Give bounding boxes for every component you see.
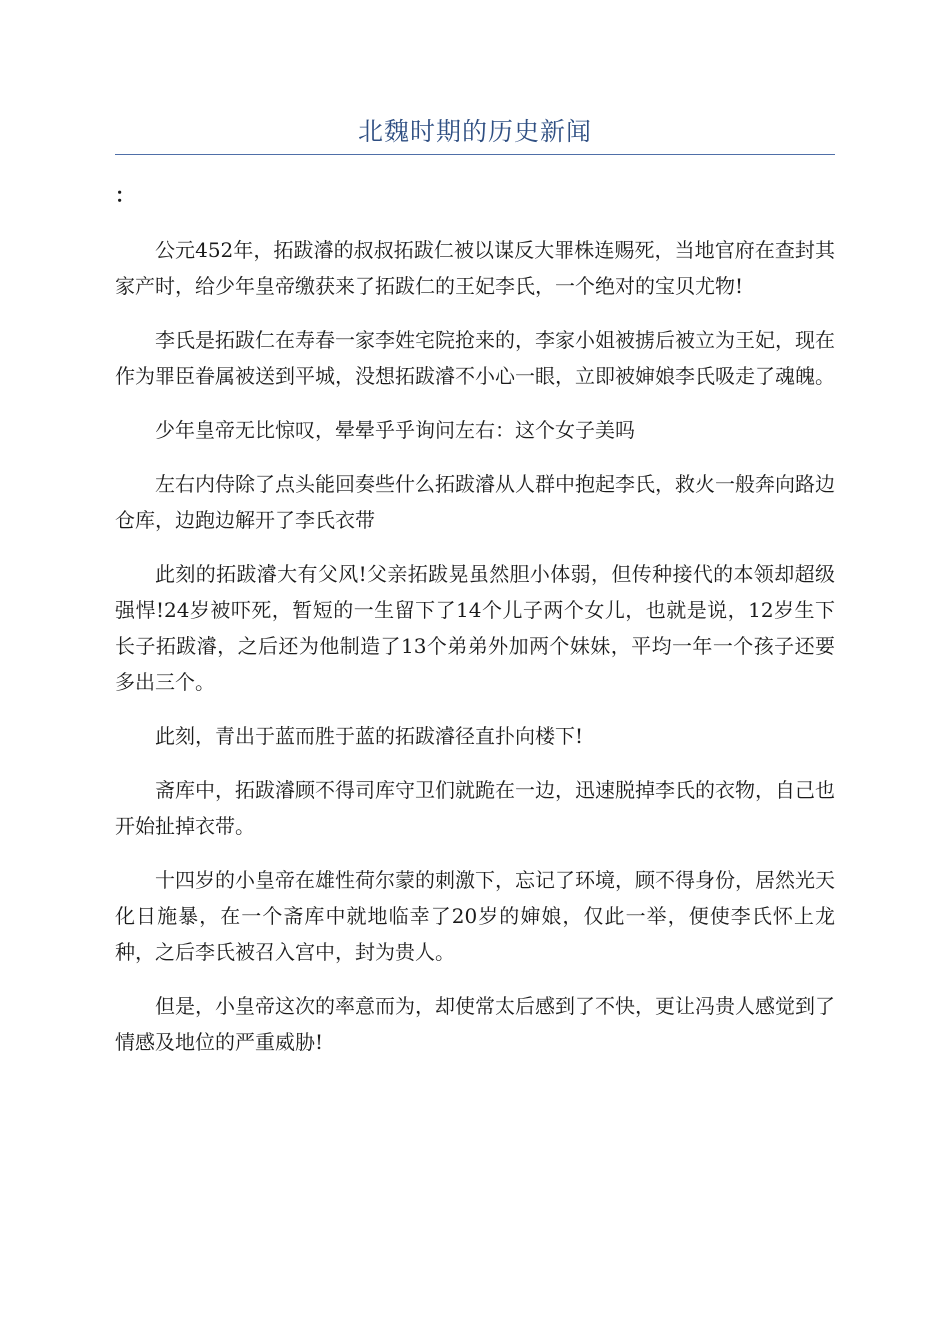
paragraph: 此刻，青出于蓝而胜于蓝的拓跋濬径直扑向楼下! [155, 724, 584, 748]
document-title: 北魏时期的历史新闻 [357, 117, 592, 146]
paragraph: 但是，小皇帝这次的率意而为，却使常太后感到了不快，更让冯贵人感觉到了情感及地位的严重威胁! [115, 994, 835, 1054]
paragraph: 少年皇帝无比惊叹，晕晕乎乎询问左右：这个女子美吗 [155, 418, 635, 442]
title-underline [115, 154, 835, 155]
paragraph: 此刻的拓跋濬大有父风!父亲拓跋晃虽然胆小体弱，但传种接代的本领却超级强悍!24岁被吓死，暂短的一生留下了14个儿子两个女儿，也就是说，12岁生下长子拓跋濬，之后还为他制造了13个弟弟外加两个妹妹，平均一年一个孩子还要多出三个。 [115, 562, 835, 694]
lead-mark: ： [115, 183, 135, 207]
paragraph: 公元452年，拓跋濬的叔叔拓跋仁被以谋反大罪株连赐死，当地官府在查封其家产时，给少年皇帝缴获来了拓跋仁的王妃李氏，一个绝对的宝贝尤物! [115, 238, 835, 298]
paragraph: 左右内侍除了点头能回奏些什么拓跋濬从人群中抱起李氏，救火一般奔向路边仓库，边跑边解开了李氏衣带 [115, 472, 835, 532]
paragraph: 斋库中，拓跋濬顾不得司库守卫们就跪在一边，迅速脱掉李氏的衣物，自己也开始扯掉衣带。 [115, 778, 835, 838]
paragraph: 李氏是拓跋仁在寿春一家李姓宅院抢来的，李家小姐被掳后被立为王妃，现在作为罪臣眷属被送到平城，没想拓跋濬不小心一眼，立即被婶娘李氏吸走了魂魄。 [115, 328, 835, 388]
paragraph: 十四岁的小皇帝在雄性荷尔蒙的刺激下，忘记了环境，顾不得身份，居然光天化日施暴，在一个斋库中就地临幸了20岁的婶娘，仅此一举，便使李氏怀上龙种，之后李氏被召入宫中，封为贵人。 [115, 868, 835, 964]
document-body [115, 232, 835, 1078]
